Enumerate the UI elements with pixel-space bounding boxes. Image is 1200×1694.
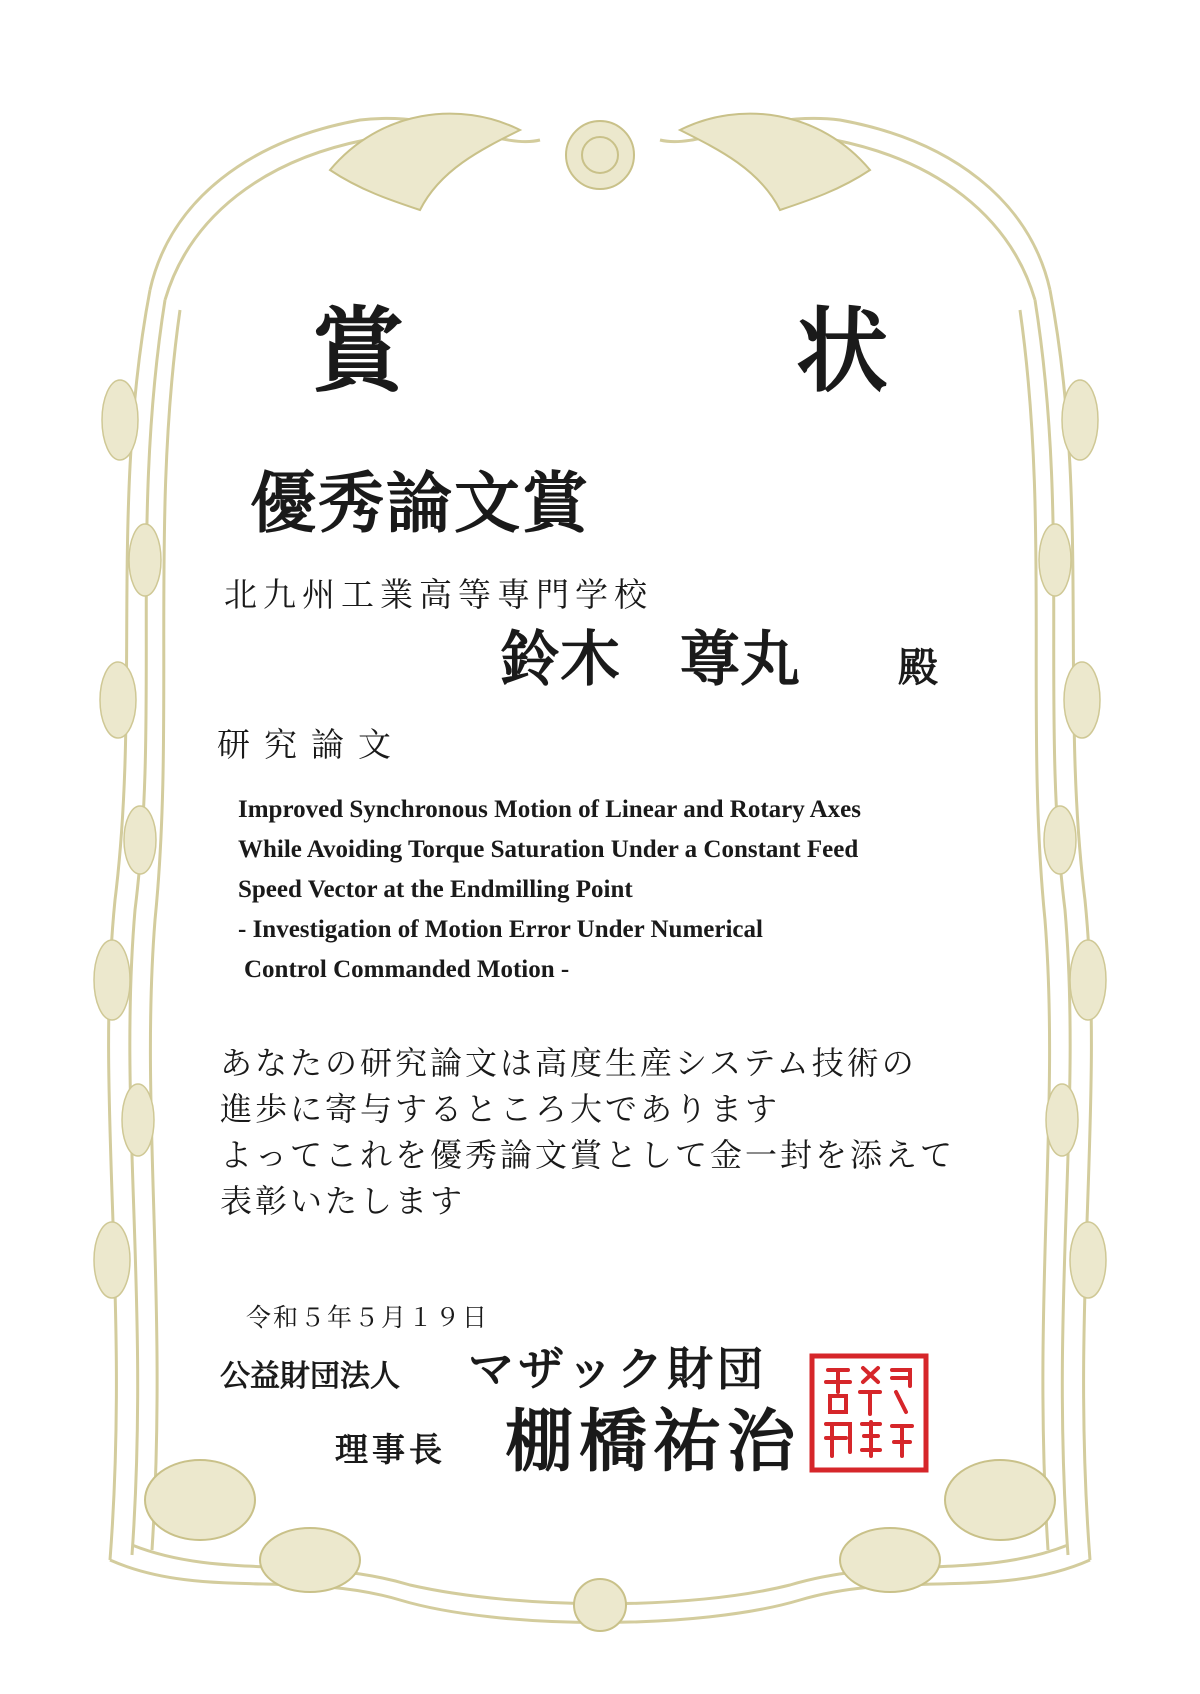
recipient-honorific: 殿 xyxy=(898,644,938,691)
citation-line: 進歩に寄与するところ大であります xyxy=(220,1090,781,1128)
certificate-title: 賞 状 xyxy=(311,297,1038,405)
recipient-school: 北九州工業高等専門学校 xyxy=(224,575,653,614)
organization-type: 公益財団法人 xyxy=(220,1359,400,1394)
chairperson-role: 理事長 xyxy=(335,1430,446,1469)
award-date: 令和５年５月１９日 xyxy=(246,1303,490,1332)
award-name: 優秀論文賞 xyxy=(250,464,590,542)
paper-title-line: Speed Vector at the Endmilling Point xyxy=(238,876,633,903)
paper-title-line: Improved Synchronous Motion of Linear and Rotary Axes xyxy=(238,796,861,823)
border-left-vine xyxy=(109,290,150,1560)
organization-name: マザック財団 xyxy=(468,1342,768,1396)
paper-label: 研究論文 xyxy=(217,725,405,764)
paper-subtitle-line: Control Commanded Motion - xyxy=(244,956,570,983)
citation-text xyxy=(220,1040,1000,1224)
citation-line: あなたの研究論文は高度生産システム技術の xyxy=(220,1044,917,1082)
paulownia-leaf-icon xyxy=(145,1460,1055,1631)
chairperson-name: 棚橋祐治 xyxy=(505,1402,802,1482)
phoenix-pair-icon xyxy=(330,114,870,210)
paper-subtitle-line: - Investigation of Motion Error Under Numerical xyxy=(238,916,763,943)
citation-line: 表彰いたします xyxy=(220,1182,466,1220)
paper-title-line: While Avoiding Torque Saturation Under a Constant Feed xyxy=(238,836,859,863)
paper-title xyxy=(238,790,998,990)
border-right-vine xyxy=(1050,290,1091,1560)
recipient-name: 鈴木 尊丸 xyxy=(500,625,800,695)
citation-line: よってこれを優秀論文賞として金一封を添えて xyxy=(220,1136,956,1174)
red-seal-stamp-icon xyxy=(808,1352,930,1474)
